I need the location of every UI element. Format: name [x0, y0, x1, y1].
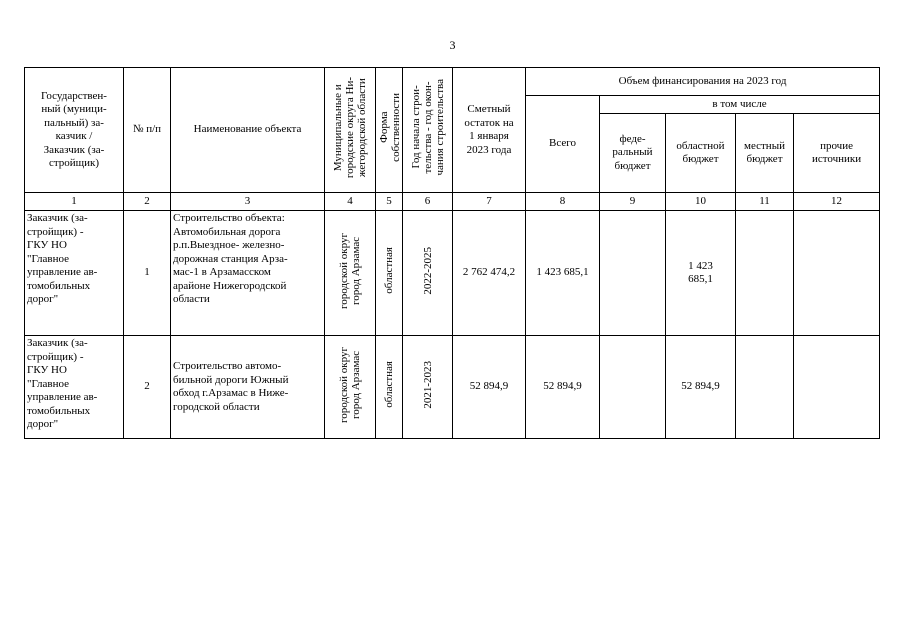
col-num-7: 7 — [453, 193, 526, 211]
row-regional: 1 423 685,1 — [666, 211, 736, 336]
header-estimate: Сметный остаток на 1 января 2023 года — [453, 68, 526, 193]
col-num-9: 9 — [600, 193, 666, 211]
row-regional: 52 894,9 — [666, 336, 736, 439]
row-other — [794, 211, 880, 336]
header-including: в том числе — [600, 96, 880, 114]
header-municipal: Муниципальные и городские округа Ни- жегородской области — [325, 68, 376, 193]
column-number-row — [25, 193, 880, 211]
row-local — [736, 336, 794, 439]
row-federal — [600, 336, 666, 439]
row-num: 2 — [124, 336, 171, 439]
header-other: прочие источники — [794, 114, 880, 193]
header-ownership: Форма собственности — [376, 68, 403, 193]
table-row — [25, 211, 880, 336]
header-object-name: Наименование объекта — [171, 68, 325, 193]
row-municipal: городской округ город Арзамас — [325, 211, 376, 336]
row-ownership: областная — [376, 211, 403, 336]
row-ownership: областная — [376, 336, 403, 439]
col-num-4: 4 — [325, 193, 376, 211]
page-number: 3 — [449, 38, 456, 52]
col-num-8: 8 — [526, 193, 600, 211]
header-funding-group: Объем финансирования на 2023 год — [526, 68, 880, 96]
header-years: Год начала строи- тельства - год окон- чания строительства — [403, 68, 453, 193]
row-total: 1 423 685,1 — [526, 211, 600, 336]
row-other — [794, 336, 880, 439]
row-customer: Заказчик (за- стройщик) - ГКУ НО "Главное управление ав- томобильных дорог" — [25, 211, 124, 336]
header-total: Всего — [526, 96, 600, 193]
header-customer — [25, 68, 124, 193]
header-regional: областной бюджет — [666, 114, 736, 193]
col-num-3: 3 — [171, 193, 325, 211]
header-local: местный бюджет — [736, 114, 794, 193]
row-local — [736, 211, 794, 336]
table-row — [25, 336, 880, 439]
col-num-10: 10 — [666, 193, 736, 211]
col-num-6: 6 — [403, 193, 453, 211]
row-municipal: городской округ город Арзамас — [325, 336, 376, 439]
col-num-12: 12 — [794, 193, 880, 211]
financing-table — [24, 67, 880, 439]
row-total: 52 894,9 — [526, 336, 600, 439]
row-customer: Заказчик (за- стройщик) - ГКУ НО "Главное управление ав- томобильных дорог" — [25, 336, 124, 439]
row-object-name: Строительство автомо- бильной дороги Южный обход г.Арзамас в Ниже- городской области — [171, 336, 325, 439]
row-object-name: Строительство объекта: Автомобильная дорога р.п.Выездное- железно- дорожная станция Арза- мас-1 в Арзамасском арайоне Нижегородской области — [171, 211, 325, 336]
col-num-11: 11 — [736, 193, 794, 211]
col-num-2: 2 — [124, 193, 171, 211]
col-num-1: 1 — [25, 193, 124, 211]
row-years: 2021-2023 — [403, 336, 453, 439]
row-years: 2022-2025 — [403, 211, 453, 336]
header-num: № п/п — [124, 68, 171, 193]
row-estimate: 2 762 474,2 — [453, 211, 526, 336]
header-federal: феде- ральный бюджет — [600, 114, 666, 193]
row-federal — [600, 211, 666, 336]
header-customer-text: Государствен- ный (муници- пальный) за- казчик / Заказчик (за- стройщик) — [41, 89, 107, 169]
row-num: 1 — [124, 211, 171, 336]
col-num-5: 5 — [376, 193, 403, 211]
row-estimate: 52 894,9 — [453, 336, 526, 439]
